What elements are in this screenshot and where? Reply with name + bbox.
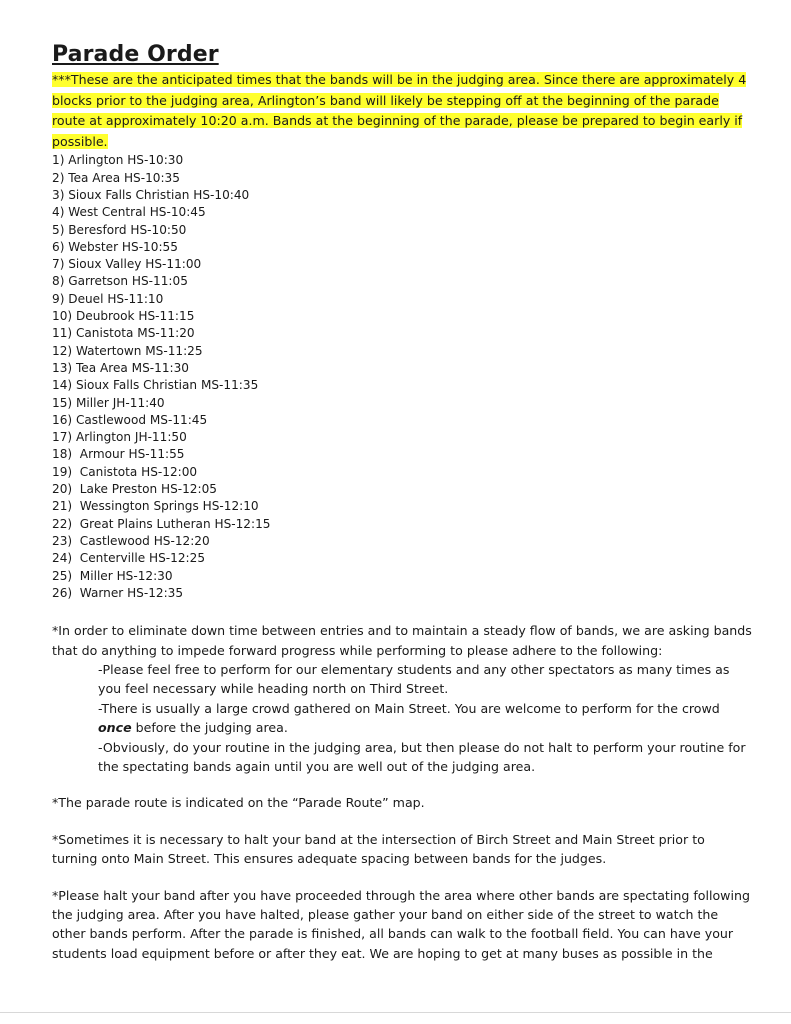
list-item: 14) Sioux Falls Christian MS-11:35 [52,378,259,393]
parade-order-list [52,152,752,602]
list-item: 13) Tea Area MS-11:30 [52,360,189,375]
list-item: 2) Tea Area HS-10:35 [52,170,180,185]
spacer [52,813,752,830]
list-item: 20) Lake Preston HS-12:05 [52,482,217,497]
highlighted-note-text: ***These are the anticipated times that the bands will be in the judging area. Since there are approximately 4 blocks prior to the judging area, Arlington’s band will likely be stepping off at the beginning of the parade route at approximately 10:20 a.m. Bands at the beginning of the parade, please be prepared to begin early if possible. [52,72,747,149]
list-item: 21) Wessington Springs HS-12:10 [52,499,259,514]
flow-intro-paragraph: *In order to eliminate down time between entries and to maintain a steady flow of bands, we are asking bands that do anything to impede forward progress while performing to please adhere to the following: [52,623,752,658]
rule-2-line-2 [98,718,752,737]
list-item: 24) Centerville HS-12:25 [52,551,206,566]
document-body [52,40,752,963]
halt-note-paragraph: *Sometimes it is necessary to halt your band at the intersection of Birch Street and Main Street prior to turning onto Main Street. This ensures adequate spacing between bands for the judges. [52,831,705,867]
rule-1 [52,660,752,699]
list-item: 25) Miller HS-12:30 [52,568,173,583]
list-item: 11) Canistota MS-11:20 [52,326,195,341]
list-item: 22) Great Plains Lutheran HS-12:15 [52,516,271,531]
list-item: 6) Webster HS-10:55 [52,239,178,254]
highlighted-note [52,70,752,152]
page-edge-line [0,1012,791,1013]
list-item: 3) Sioux Falls Christian HS-10:40 [52,187,250,202]
rule-1-line-1: -Please feel free to perform for our elementary students and any other spectators as many times as [98,661,730,677]
list-item: 12) Watertown MS-11:25 [52,343,203,358]
list-item: 10) Deubrook HS-11:15 [52,309,195,324]
spacer [52,869,752,886]
list-item: 23) Castlewood HS-12:20 [52,533,210,548]
rule-1-line-2: you feel necessary while heading north on Third Street. [98,681,449,697]
rule-3 [52,738,752,777]
rule-2-line-2-rest: before the judging area. [131,720,288,736]
list-item: 9) Deuel HS-11:10 [52,291,164,306]
after-judging-paragraph: *Please halt your band after you have proceeded through the area where other bands are spectating following the judging area. After you have halted, please gather your band on either side of the street to watch the other bands perform. After the parade is finished, all bands can walk to the football field. You can have your students load equipment before or after they eat. We are hoping to get at many buses as possible in the [52,887,750,961]
rule-3-line-2: the spectating bands again until you are well out of the judging area. [98,758,536,774]
rule-2 [52,699,752,738]
rule-3-line-1: -Obviously, do your routine in the judging area, but then please do not halt to perform your routine for [98,739,746,755]
rule-2-line-1: -There is usually a large crowd gathered on Main Street. You are welcome to perform for the crowd [98,700,720,716]
list-item: 7) Sioux Valley HS-11:00 [52,257,202,272]
list-item: 26) Warner HS-12:35 [52,585,184,600]
list-item: 15) Miller JH-11:40 [52,395,165,410]
spacer [52,602,752,621]
list-item: 19) Canistota HS-12:00 [52,464,198,479]
list-item: 1) Arlington HS-10:30 [52,153,184,168]
list-item: 4) West Central HS-10:45 [52,205,206,220]
page-title: Parade Order [52,42,219,67]
spacer [52,776,752,793]
list-item: 18) Armour HS-11:55 [52,447,185,462]
list-item: 17) Arlington JH-11:50 [52,430,187,445]
list-item: 16) Castlewood MS-11:45 [52,412,208,427]
route-note-paragraph: *The parade route is indicated on the “Parade Route” map. [52,795,425,811]
list-item: 8) Garretson HS-11:05 [52,274,188,289]
rule-2-emphasis: once [98,720,132,736]
list-item: 5) Beresford HS-10:50 [52,222,187,237]
